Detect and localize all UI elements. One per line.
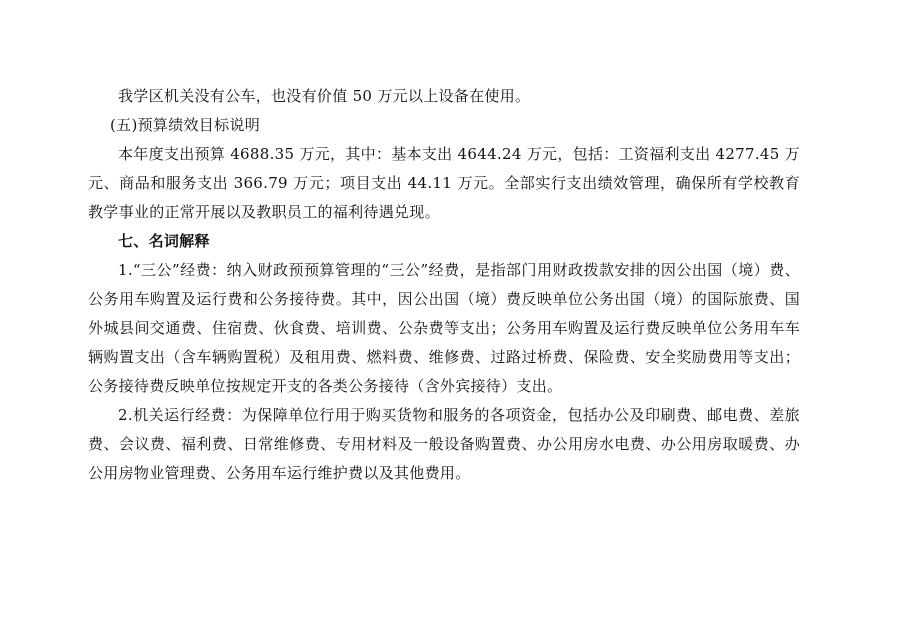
paragraph-operating-expenses: 2.机关运行经费：为保障单位行用于购买货物和服务的各项资金，包括办公及印刷费、邮电费、差旅费、会议费、福利费、日常维修费、专用材料及一般设备购置费、办公用房水电费、办公用房取暖费、办公用房物业管理费、公务用车运行维护费以及其他费用。 <box>88 406 800 482</box>
paragraph-three-public-expenses: 1.“三公”经费：纳入财政预预算管理的“三公”经费，是指部门用财政拨款安排的因公出国（境）费、公务用车购置及运行费和公务接待费。其中，因公出国（境）费反映单位公务出国（境）的国际旅费、国外城县间交通费、住宿费、伙食费、培训费、公杂费等支出；公务用车购置及运行费反映单位公务用车车辆购置支出（含车辆购置税）及租用费、燃料费、维修费、过路过桥费、保险费、安全奖励费用等支出；公务接待费反映单位按规定开支的各类公务接待（含外宾接待）支出。 <box>88 261 800 395</box>
section-heading-budget-goals: (五)预算绩效目标说明 <box>110 116 261 134</box>
paragraph-budget-summary: 本年度支出预算 4688.35 万元，其中：基本支出 4644.24 万元，包括：工资福利支出 4277.45 万元、商品和服务支出 366.79 万元；项目支出 44.11 万元。全部实行支出绩效管理，确保所有学校教育教学事业的正常开展以及教职员工的福利待遇兑现。 <box>88 145 800 221</box>
paragraph-vehicles: 我学区机关没有公车，也没有价值 50 万元以上设备在使用。 <box>118 87 531 105</box>
section-heading-glossary: 七、名词解释 <box>118 232 210 250</box>
